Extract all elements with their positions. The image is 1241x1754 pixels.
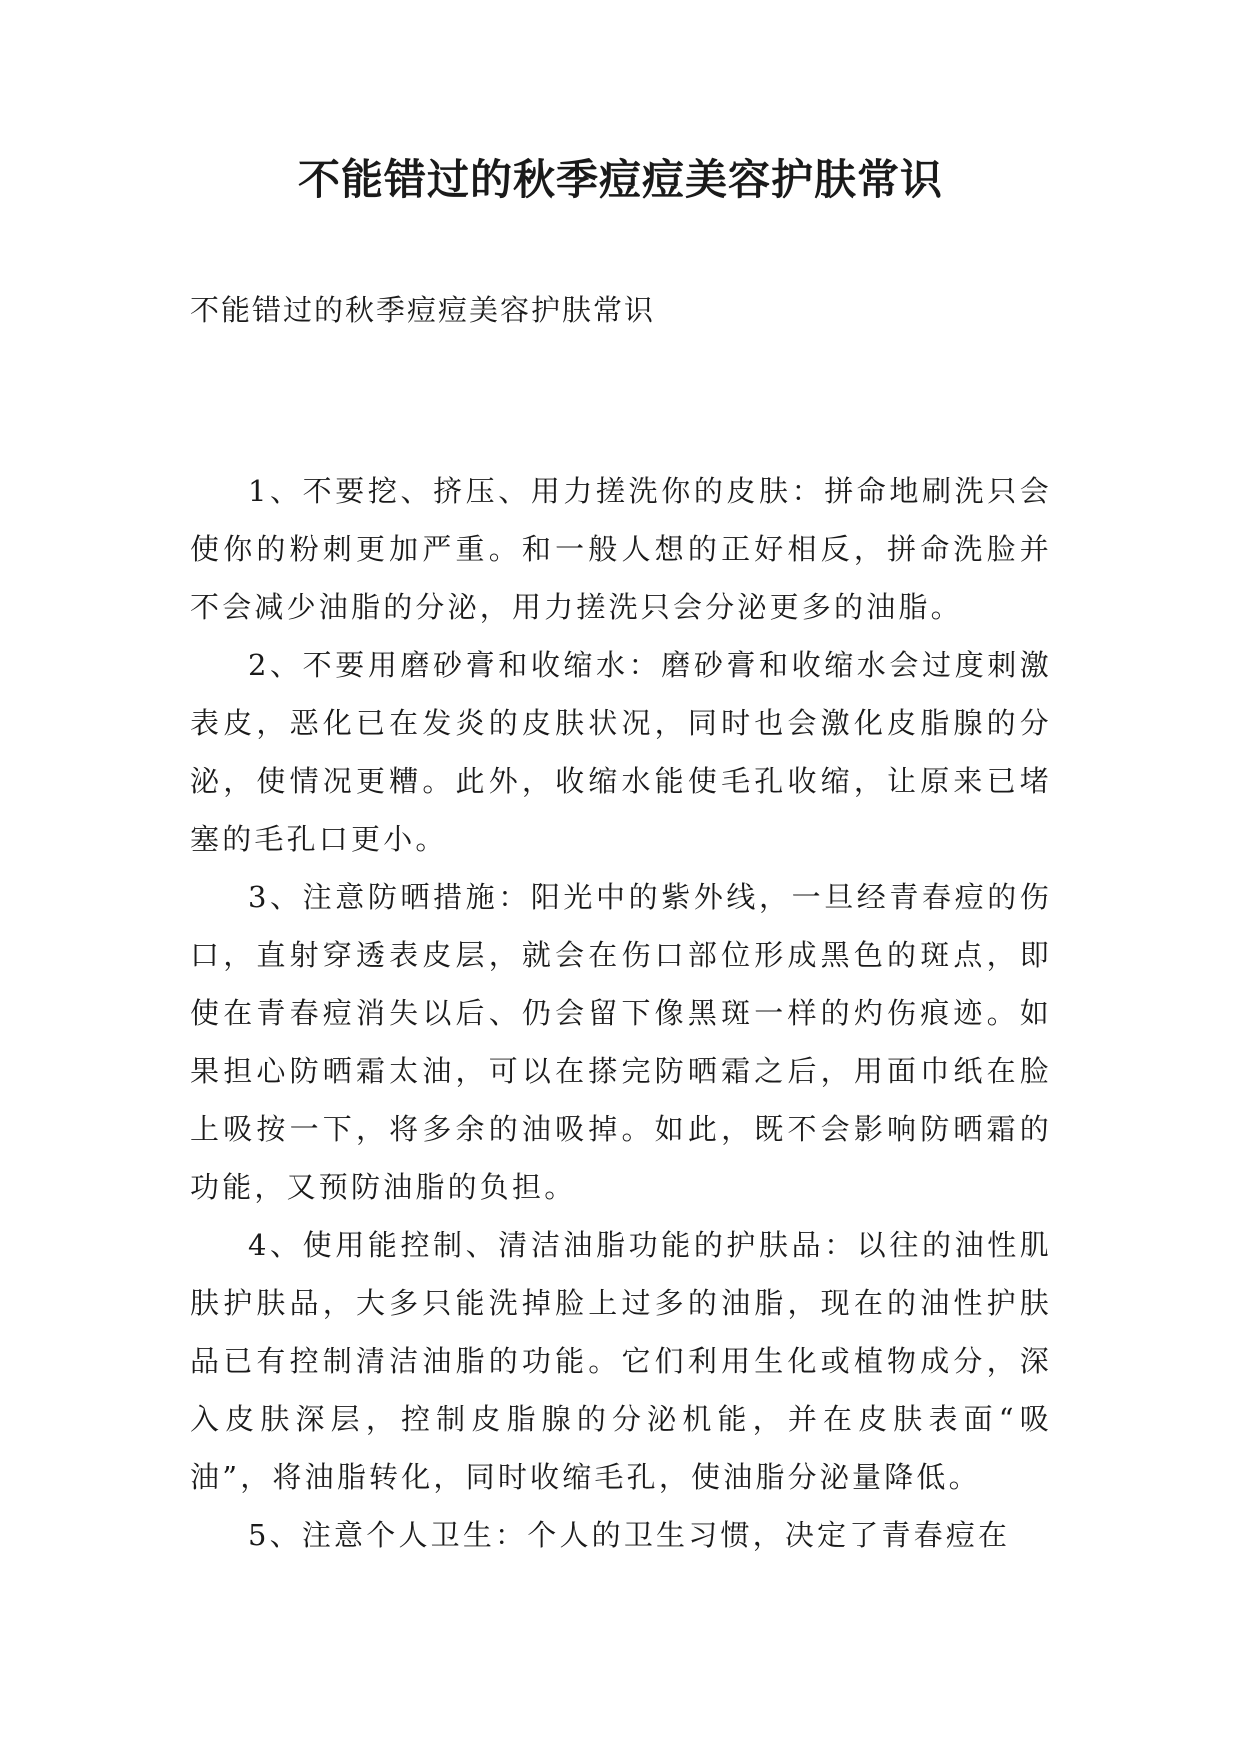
document-title: 不能错过的秋季痘痘美容护肤常识 (297, 155, 943, 204)
document-body (190, 462, 1052, 1564)
paragraph-3: 3、注意防晒措施：阳光中的紫外线，一旦经青春痘的伤口，直射穿透表皮层，就会在伤口部位形成黑色的斑点，即使在青春痘消失以后、仍会留下像黑斑一样的灼伤痕迹。如果担心防晒霜太油，可以在搽完防晒霜之后，用面巾纸在脸上吸按一下，将多余的油吸掉。如此，既不会影响防晒霜的功能，又预防油脂的负担。 (190, 880, 1052, 1204)
paragraph-4: 4、使用能控制、清洁油脂功能的护肤品：以往的油性肌肤护肤品，大多只能洗掉脸上过多的油脂，现在的油性护肤品已有控制清洁油脂的功能。它们利用生化或植物成分，深入皮肤深层，控制皮脂腺的分泌机能，并在皮肤表面“吸油”，将油脂转化，同时收缩毛孔，使油脂分泌量降低。 (190, 1228, 1052, 1494)
paragraph-1: 1、不要挖、挤压、用力搓洗你的皮肤：拼命地刷洗只会使你的粉刺更加严重。和一般人想的正好相反，拼命洗脸并不会减少油脂的分泌，用力搓洗只会分泌更多的油脂。 (190, 474, 1052, 624)
document-subtitle: 不能错过的秋季痘痘美容护肤常识 (190, 293, 656, 327)
paragraph-5: 5、注意个人卫生：个人的卫生习惯，决定了青春痘在 (248, 1518, 1011, 1552)
paragraph-2: 2、不要用磨砂膏和收缩水：磨砂膏和收缩水会过度刺激表皮，恶化已在发炎的皮肤状况，同时也会激化皮脂腺的分泌，使情况更糟。此外，收缩水能使毛孔收缩，让原来已堵塞的毛孔口更小。 (190, 648, 1052, 856)
